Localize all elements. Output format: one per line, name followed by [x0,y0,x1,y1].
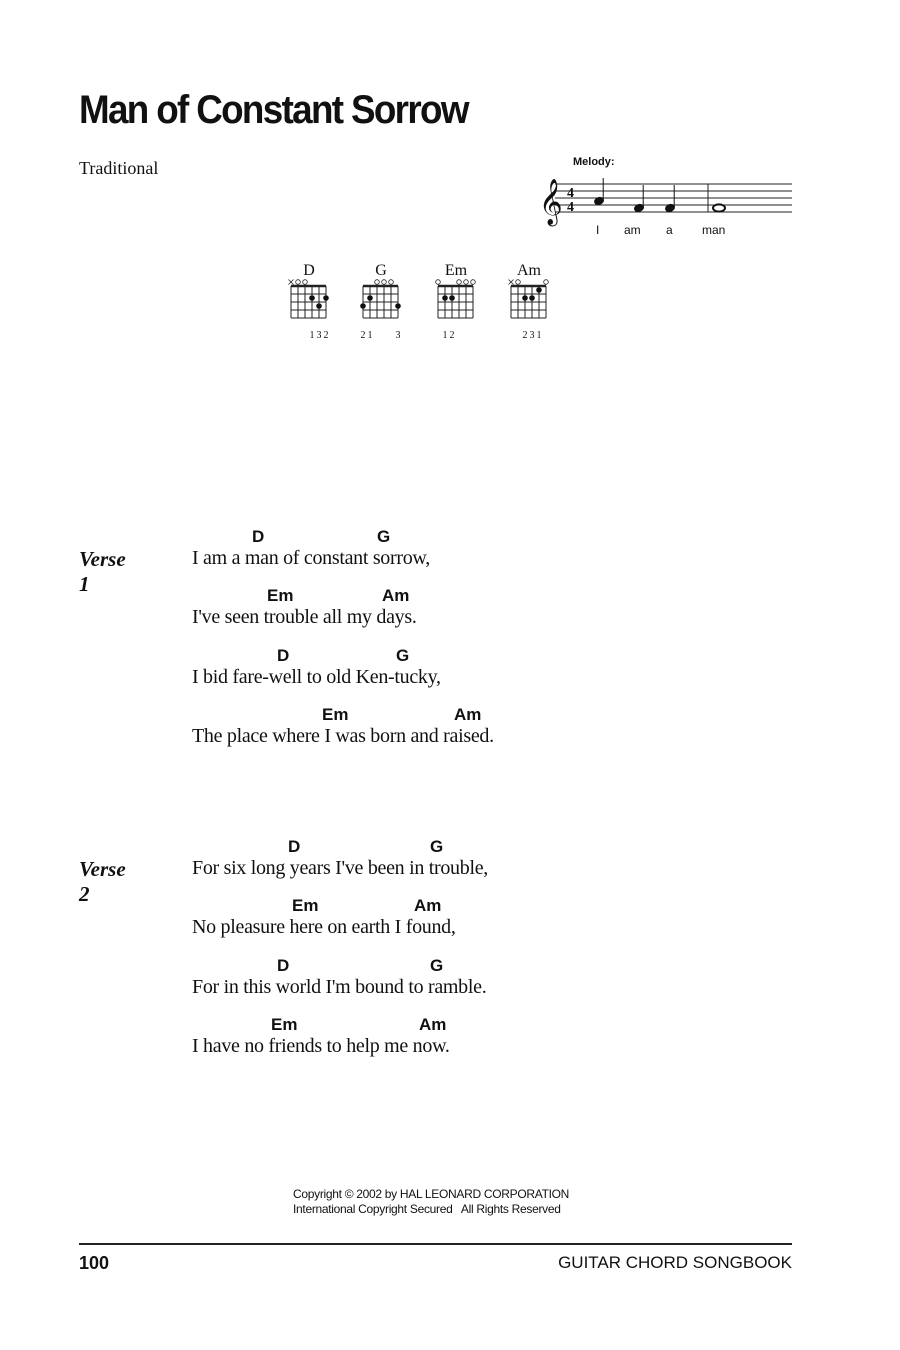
chord-symbol: D [252,527,265,546]
melody-lyric: I [596,223,600,237]
melody-label: Melody: [573,156,615,168]
lyric-text: The place where I was born and raised. [192,725,494,747]
lyric-line [192,956,692,1006]
melody-lyric: am [624,223,641,237]
fretboard-grid [287,278,331,330]
lyric-line [192,896,692,946]
lyric-text: I've seen trouble all my days. [192,606,417,628]
chord-symbol: Em [271,1015,298,1034]
lyric-text: For six long years I've been in trouble, [192,857,488,879]
lyric-line [192,705,692,755]
chord-symbol: G [377,527,391,546]
lyric-line [192,527,692,577]
lyric-line [192,1015,692,1065]
chord-symbol: G [430,956,444,975]
melody-lyric: a [666,223,673,237]
copyright-line: Copyright © 2002 by HAL LEONARD CORPORATION [293,1187,570,1201]
chord-symbol: Am [414,896,442,915]
chord-symbol: Em [322,705,349,724]
fretboard-grid [359,278,403,330]
chord-symbol: Am [419,1015,447,1034]
verse-label: Verse 2 [79,857,126,906]
svg-text:4: 4 [567,200,574,215]
copyright-notice [293,1187,569,1217]
page-number: 100 [79,1253,110,1273]
chord-diagram-am [507,262,567,348]
chord-diagram-name: G [375,262,387,279]
finger-numbers: 2 3 1 [522,330,542,341]
lyric-text: I have no friends to help me now. [192,1035,450,1057]
finger-numbers: 1 2 [442,330,455,341]
chord-symbol: D [277,646,290,665]
melody-staff [535,150,800,245]
chord-symbol: Am [454,705,482,724]
song-title: Man of Constant Sorrow [79,88,468,132]
chord-diagram-name: Em [444,262,468,279]
book-title: GUITAR CHORD SONGBOOK [558,1253,792,1272]
fretboard-grid [507,278,551,330]
verse-label: Verse 1 [79,547,126,596]
chord-symbol: Am [382,586,410,605]
rights-line: International Copyright Secured All Rights Reserved [293,1202,561,1216]
fretboard-grid [434,278,478,330]
lyric-line [192,646,692,696]
chord-symbol: D [277,956,290,975]
lyric-text: For in this world I'm bound to ramble. [192,976,487,998]
chord-diagram-g [359,262,419,348]
treble-clef-icon: 𝄞 [539,179,563,225]
chord-diagram-name: D [303,262,315,279]
chord-diagram-d [287,262,347,348]
chord-symbol: Em [292,896,319,915]
footer-divider [79,1243,792,1245]
svg-text:4: 4 [567,186,574,201]
chord-symbol: D [288,837,301,856]
chord-diagram-name: Am [517,262,541,279]
melody-lyric: man [702,223,726,237]
chord-diagram-em [434,262,494,348]
lyric-line [192,837,692,887]
lyric-line [192,586,692,636]
chord-symbol: Em [267,586,294,605]
lyric-text: I am a man of constant sorrow, [192,547,430,569]
lyric-text: No pleasure here on earth I found, [192,916,456,938]
composer-credit: Traditional [79,158,159,178]
finger-numbers: 1 3 2 [309,330,329,341]
lyric-text: I bid fare-well to old Ken-tucky, [192,666,441,688]
finger-numbers: 2 1 3 [360,330,401,341]
chord-symbol: G [430,837,444,856]
chord-symbol: G [396,646,410,665]
